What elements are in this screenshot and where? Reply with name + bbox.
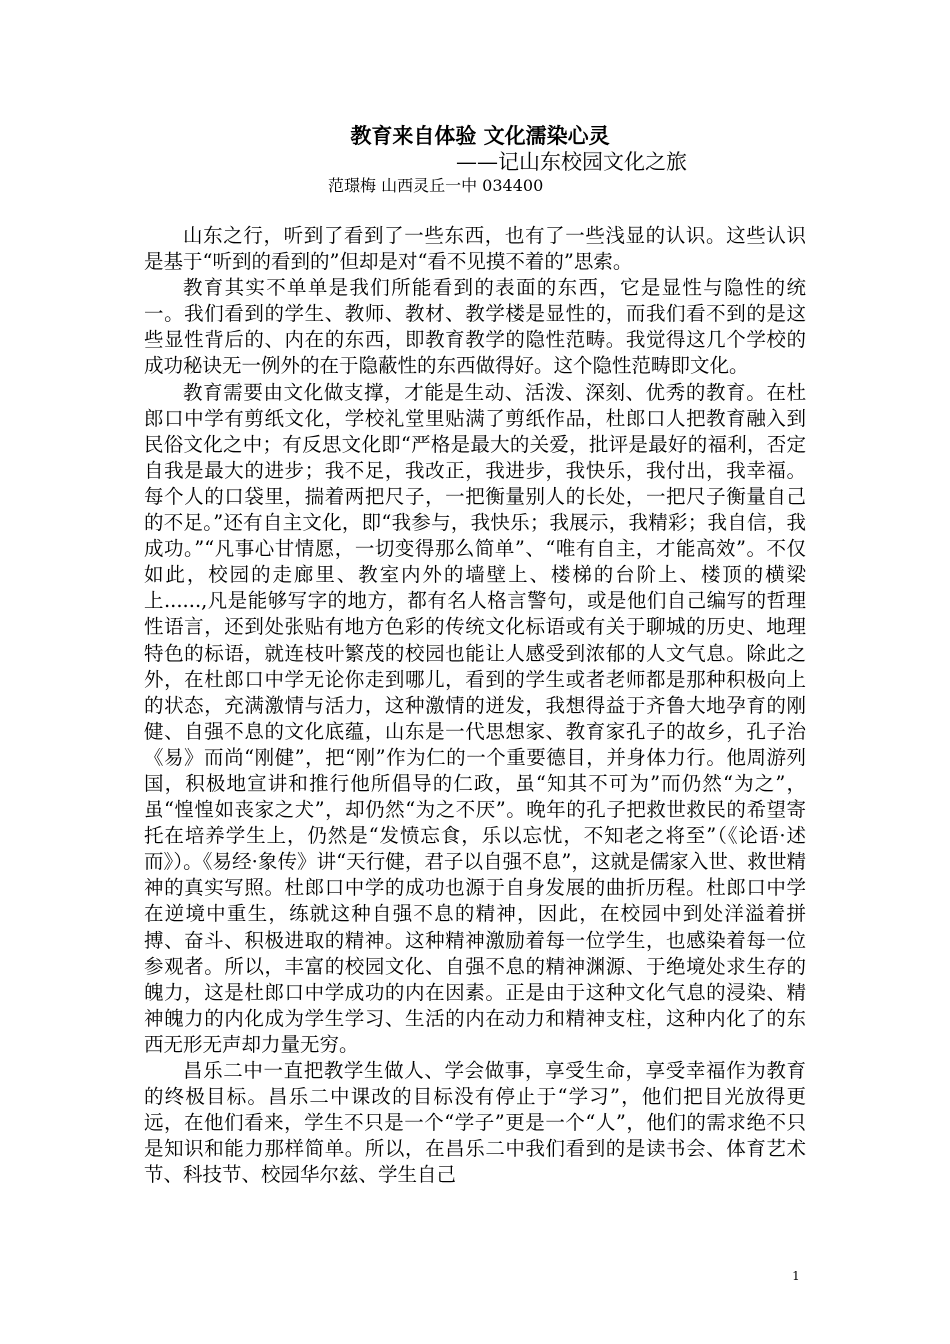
paragraph: 昌乐二中一直把教学生做人、学会做事，享受生命，享受幸福作为教育的终极目标。昌乐二中课改的目标没有停止于“学习”，他们把目光放得更远，在他们看来，学生不只是一个“学子”更是一个“人”，他们的需求绝不只是知识和能力那样简单。所以，在昌乐二中我们看到的是读书会、体育艺术节、科技节、校园华尔兹、学生自己 (144, 1059, 806, 1187)
page-number: 1 (792, 1269, 800, 1283)
paragraph: 教育需要由文化做支撑，才能是生动、活泼、深刻、优秀的教育。在杜郎口中学有剪纸文化，学校礼堂里贴满了剪纸作品，杜郎口人把教育融入到民俗文化之中；有反思文化即“严格是最大的关爱，批评是最好的福利，否定自我是最大的进步；我不足，我改正，我进步，我快乐，我付出，我幸福。每个人的口袋里，揣着两把尺子，一把衡量别人的长处，一把尺子衡量自己的不足。”还有自主文化，即“我参与，我快乐；我展示，我精彩；我自信，我成功。”“凡事心甘情愿，一切变得那么简单”、“唯有自主，才能高效”。不仅如此，校园的走廊里、教室内外的墙壁上、楼梯的台阶上、楼顶的横梁上......,凡是能够写字的地方，都有名人格言警句，或是他们自己编写的哲理性语言，还到处张贴有地方色彩的传统文化标语或有关于聊城的历史、地理特色的标语，就连枝叶繁茂的校园也能让人感受到浓郁的人文气息。除此之外，在杜郎口中学无论你走到哪儿，看到的学生或者老师都是那种积极向上的状态，充满激情与活力，这种激情的迸发，我想得益于齐鲁大地孕育的刚健、自强不息的文化底蕴，山东是一代思想家、教育家孔子的故乡，孔子治《易》而尚“刚健”，把“刚”作为仁的一个重要德目，并身体力行。他周游列国，积极地宣讲和推行他所倡导的仁政，虽“知其不可为”而仍然“为之”，虽“惶惶如丧家之犬”，却仍然“为之不厌”。晚年的孔子把救世救民的希望寄托在培养学生上，仍然是“发愤忘食，乐以忘忧，不知老之将至”（《论语·述而》）。《易经·象传》讲“天行健，君子以自强不息”，这就是儒家入世、救世精神的真实写照。杜郎口中学的成功也源于自身发展的曲折历程。杜郎口中学在逆境中重生，练就这种自强不息的精神，因此，在校园中到处洋溢着拼搏、奋斗、积极进取的精神。这种精神激励着每一位学生，也感染着每一位参观者。所以，丰富的校园文化、自强不息的精神渊源、于绝境处求生存的魄力，这是杜郎口中学成功的内在因素。正是由于这种文化气息的浸染、精神魄力的内化成为学生学习、生活的内在动力和精神支柱，这种内化了的东西无形无声却力量无穷。 (144, 380, 806, 1056)
paragraph: 教育其实不单单是我们所能看到的表面的东西，它是显性与隐性的统一。我们看到的学生、教师、教材、教学楼是显性的，而我们看不到的是这些显性背后的、内在的东西，即教育教学的隐性范畴。我觉得这几个学校的成功秘诀无一例外的在于隐蔽性的东西做得好。这个隐性范畴即文化。 (144, 276, 806, 378)
document-title: 教育来自体验 文化濡染心灵 (350, 124, 610, 148)
paragraph: 山东之行，听到了看到了一些东西，也有了一些浅显的认识。这些认识是基于“听到的看到的”但却是对“看不见摸不着的”思索。 (144, 224, 806, 274)
document-body (144, 223, 806, 1188)
author-line: 范璟梅 山西灵丘一中 034400 (328, 176, 544, 195)
document-subtitle: ——记山东校园文化之旅 (456, 150, 687, 174)
